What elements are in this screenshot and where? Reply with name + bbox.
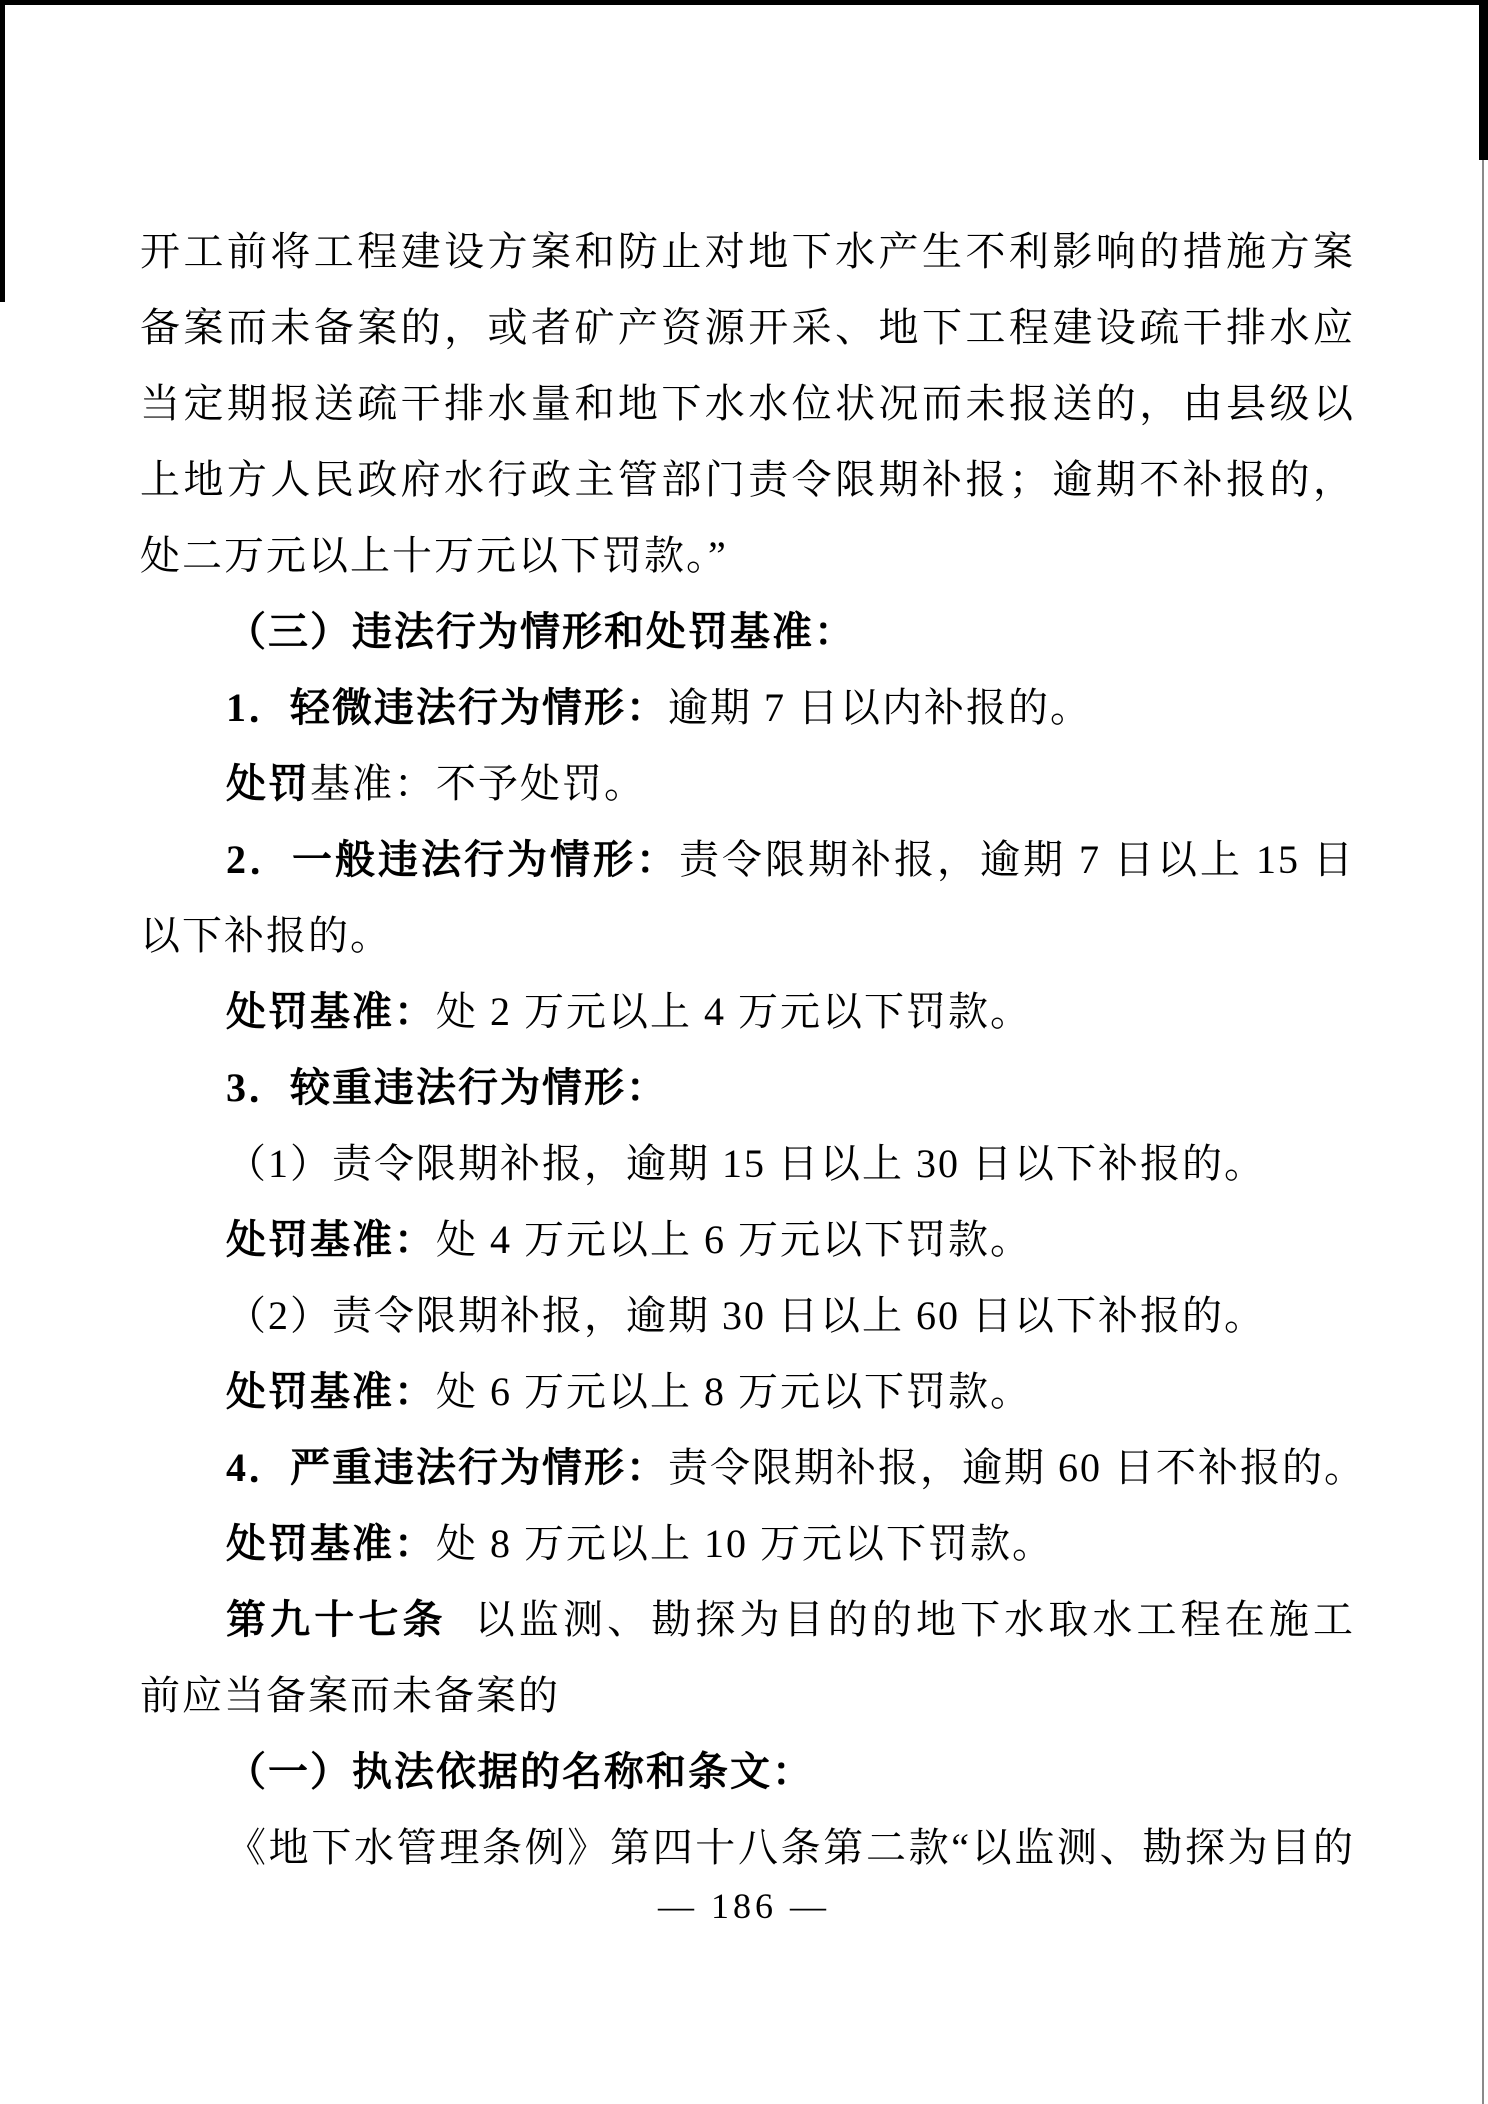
document-body bbox=[140, 214, 1366, 1886]
item-label: 2．一般违法行为情形： bbox=[226, 837, 679, 882]
text-segment: 以下补报的。 bbox=[140, 913, 392, 958]
item-3-heading-line bbox=[140, 1050, 1355, 1126]
text-segment: 当定期报送疏干排水量和地下水水位状况而未报送的，由县级以 bbox=[140, 381, 1355, 426]
item-2-line-1 bbox=[140, 822, 1355, 898]
item-label: 1．轻微违法行为情形： bbox=[226, 685, 668, 730]
paragraph-continuation-line bbox=[140, 290, 1355, 366]
item-1-line bbox=[140, 670, 1355, 746]
text-segment: 备案而未备案的，或者矿产资源开采、地下工程建设疏干排水应 bbox=[140, 305, 1355, 350]
text-segment: 基准：不予处罚。 bbox=[310, 761, 646, 806]
penalty-label: 处罚 bbox=[226, 761, 310, 806]
section-1-heading bbox=[140, 1734, 1355, 1810]
item-3-sub-1-penalty-line bbox=[140, 1202, 1355, 1278]
text-segment: （1）责令限期补报，逾期 15 日以上 30 日以下补报的。 bbox=[226, 1141, 1266, 1186]
text-segment: 上地方人民政府水行政主管部门责令限期补报；逾期不补报的， bbox=[140, 457, 1355, 502]
item-1-penalty-line bbox=[140, 746, 1355, 822]
paragraph-continuation-line bbox=[140, 518, 1355, 594]
item-2-line-2 bbox=[140, 898, 1355, 974]
legal-basis-quote-line bbox=[140, 1810, 1355, 1886]
item-3-sub-2-penalty-line bbox=[140, 1354, 1355, 1430]
item-label: 4．严重违法行为情形： bbox=[226, 1445, 668, 1490]
text-segment: 《地下水管理条例》第四十八条第二款“以监测、勘探为目的 bbox=[226, 1825, 1355, 1870]
article-97-line-1 bbox=[140, 1582, 1355, 1658]
penalty-label: 处罚基准： bbox=[226, 1369, 436, 1414]
text-segment: 开工前将工程建设方案和防止对地下水产生不利影响的措施方案 bbox=[140, 229, 1355, 274]
item-4-penalty-line bbox=[140, 1506, 1355, 1582]
penalty-label: 处罚基准： bbox=[226, 1217, 436, 1262]
scan-edge-right bbox=[1482, 0, 1484, 2104]
article-97-line-2 bbox=[140, 1658, 1355, 1734]
text-segment: 逾期 7 日以内补报的。 bbox=[668, 685, 1092, 730]
scan-edge-left bbox=[0, 0, 5, 302]
penalty-label: 处罚基准： bbox=[226, 1521, 436, 1566]
section-3-heading bbox=[140, 594, 1355, 670]
item-label: 3．较重违法行为情形： bbox=[226, 1065, 668, 1110]
text-segment: 处 8 万元以上 10 万元以下罚款。 bbox=[436, 1521, 1054, 1566]
paragraph-continuation-line bbox=[140, 214, 1355, 290]
text-segment: 责令限期补报，逾期 60 日不补报的。 bbox=[668, 1445, 1366, 1490]
item-4-line bbox=[140, 1430, 1366, 1506]
scan-edge-right-top bbox=[1479, 0, 1488, 160]
text-segment: （2）责令限期补报，逾期 30 日以上 60 日以下补报的。 bbox=[226, 1293, 1266, 1338]
text-segment: 以监测、勘探为目的的地下水取水工程在施工 bbox=[446, 1597, 1356, 1642]
page-number: — 186 — bbox=[658, 1886, 830, 1926]
penalty-label: 处罚基准： bbox=[226, 989, 436, 1034]
text-segment: 处二万元以上十万元以下罚款。” bbox=[140, 533, 728, 578]
text-segment: 处 6 万元以上 8 万元以下罚款。 bbox=[436, 1369, 1032, 1414]
article-number: 第九十七条 bbox=[226, 1597, 447, 1642]
item-2-penalty-line bbox=[140, 974, 1355, 1050]
text-segment: 处 2 万元以上 4 万元以下罚款。 bbox=[436, 989, 1032, 1034]
paragraph-continuation-line bbox=[140, 442, 1355, 518]
heading-text: （一）执法依据的名称和条文： bbox=[226, 1749, 814, 1794]
paragraph-continuation-line bbox=[140, 366, 1355, 442]
text-segment: 处 4 万元以上 6 万元以下罚款。 bbox=[436, 1217, 1032, 1262]
item-3-sub-2-line bbox=[140, 1278, 1355, 1354]
text-segment: 前应当备案而未备案的 bbox=[140, 1673, 560, 1718]
heading-text: （三）违法行为情形和处罚基准： bbox=[226, 609, 856, 654]
scan-edge-top bbox=[0, 0, 1488, 5]
item-3-sub-1-line bbox=[140, 1126, 1355, 1202]
text-segment: 责令限期补报，逾期 7 日以上 15 日 bbox=[679, 837, 1355, 882]
